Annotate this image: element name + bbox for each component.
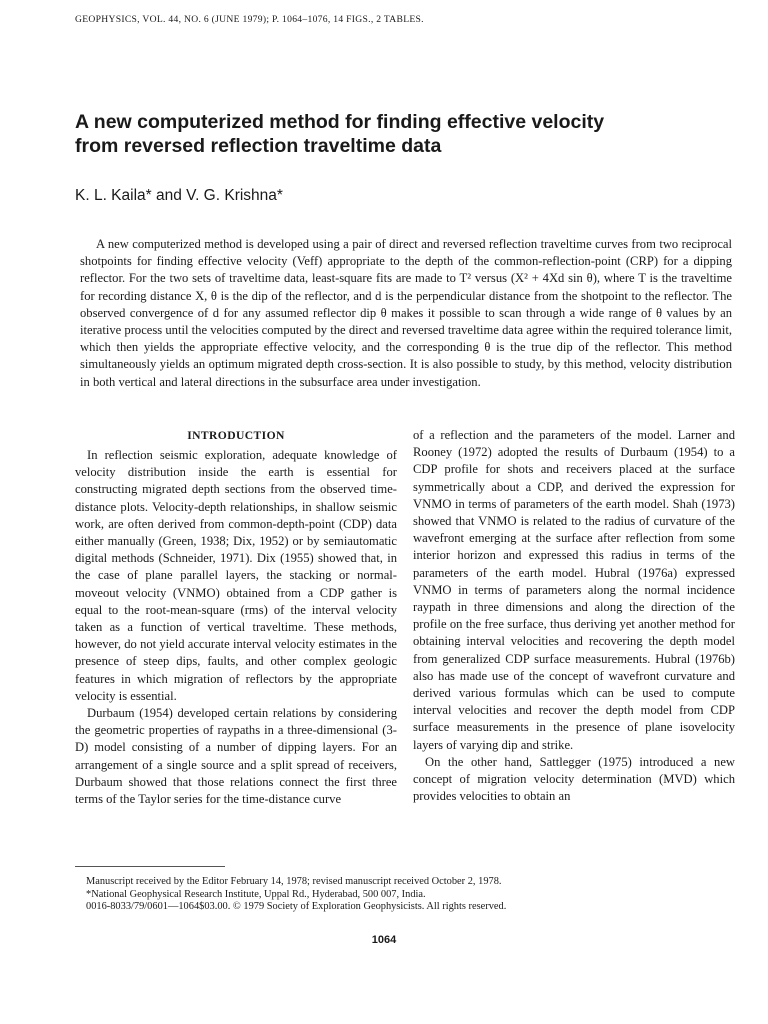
running-head: GEOPHYSICS, VOL. 44, NO. 6 (JUNE 1979); P. 1064–1076, 14 FIGS., 2 TABLES. xyxy=(75,14,424,25)
section-heading-introduction: INTRODUCTION xyxy=(187,429,285,442)
article-title-line-1: A new computerized method for finding effective velocity xyxy=(75,111,605,133)
footnote-copyright: 0016-8033/79/0601—1064$03.00. © 1979 Society of Exploration Geophysicists. All rights reserved. xyxy=(86,901,507,913)
body-paragraph: In reflection seismic exploration, adequate knowledge of velocity distribution inside the earth is essential for constructing migrated depth sections from the observed time-distance plots. Velocity-depth relationships, in shallow seismic work, are often derived from common-depth-point (CDP) data either manually (Green, 1938; Dix, 1952) or by semiautomatic digital methods (Schneider, 1971). Dix (1955) showed that, in the case of plane parallel layers, the stacking or normal-moveout velocity (VNMO) obtained from a CDP gather is equal to the root-mean-square (rms) of the interval velocity taken as a function of vertical traveltime. These methods, however, do not yield accurate interval velocity estimates in the presence of steep dips, faults, and other complex geologic features in which migration of reflectors by the appropriate velocity is essential. xyxy=(75,448,397,703)
footnote-affiliation: *National Geophysical Research Institute, Uppal Rd., Hyderabad, 500 007, India. xyxy=(86,888,426,900)
article-title-line-2: from reversed reflection traveltime data xyxy=(75,135,442,157)
article-title xyxy=(75,110,735,158)
page-number: 1064 xyxy=(371,934,397,946)
body-paragraph: On the other hand, Sattlegger (1975) introduced a new concept of migration velocity determination (MVD) which provides velocities to obtain an xyxy=(413,754,735,804)
author-list: K. L. Kaila* and V. G. Krishna* xyxy=(75,187,283,204)
body-paragraph: Durbaum (1954) developed certain relations by considering the geometric properties of raypaths in a three-dimensional (3-D) model consisting of a number of dipping layers. For an arrangement of a single source and a split spread of receivers, Durbaum showed that those relations connect the first three terms of the Taylor series for the time-distance curve xyxy=(75,706,397,807)
footnote-rule xyxy=(75,866,225,867)
body-column-right xyxy=(413,427,735,805)
body-paragraph: of a reflection and the parameters of the model. Larner and Rooney (1972) adopted the results of Durbaum (1954) to a CDP profile for shots and receivers placed at the surface symmetrically about a CDP, and derived the expression for VNMO in terms of parameters of the earth model. Shah (1973) showed that VNMO is related to the radius of curvature of the wavefront emerging at the surface after reflection from some interior horizon and expressed this radius in terms of the parameters of the earth model. Hubral (1976a) expressed VNMO in terms of parameters along the normal incidence raypath in three dimensions and along the direction of the profile on the free surface, thus deriving yet another method for obtaining interval velocities and recovering the depth model from generalized CDP surface measurements. Hubral (1976b) also has made use of the concept of wavefront curvature and derived various formulas which can be used to compute interval velocities and recover the depth model from CDP surface measurements in the presence of plane isovelocity layers of varying dip and strike. xyxy=(413,428,735,752)
footnote-received: Manuscript received by the Editor February 14, 1978; revised manuscript received October 2, 1978. xyxy=(86,876,502,887)
footnotes xyxy=(86,876,726,914)
abstract: A new computerized method is developed using a pair of direct and reversed reflection traveltime curves from two reciprocal shotpoints for finding effective velocity (Veff) appropriate to the depth of the common-reflection-point (CRP) for a dipping reflector. For the two sets of traveltime data, least-square fits are made to T² versus (X² + 4Xd sin θ), where T is the traveltime for recording distance X, θ is the dip of the reflector, and d is the perpendicular distance from the shotpoint to the reflector. The observed convergence of d for any assumed reflector dip θ makes it possible to scan through a wide range of θ values by an iterative process until the velocities computed by the direct and reversed traveltime data agree within the required tolerance limit, which then yields the appropriate effective velocity, and the corresponding θ is the true dip of the reflector. This method simultaneously yields an optimum migrated depth cross-section. It is also possible to study, by this method, velocity distribution in both vertical and lateral directions in the subsurface area under investigation. xyxy=(80,237,732,389)
body-column-left xyxy=(75,427,397,808)
